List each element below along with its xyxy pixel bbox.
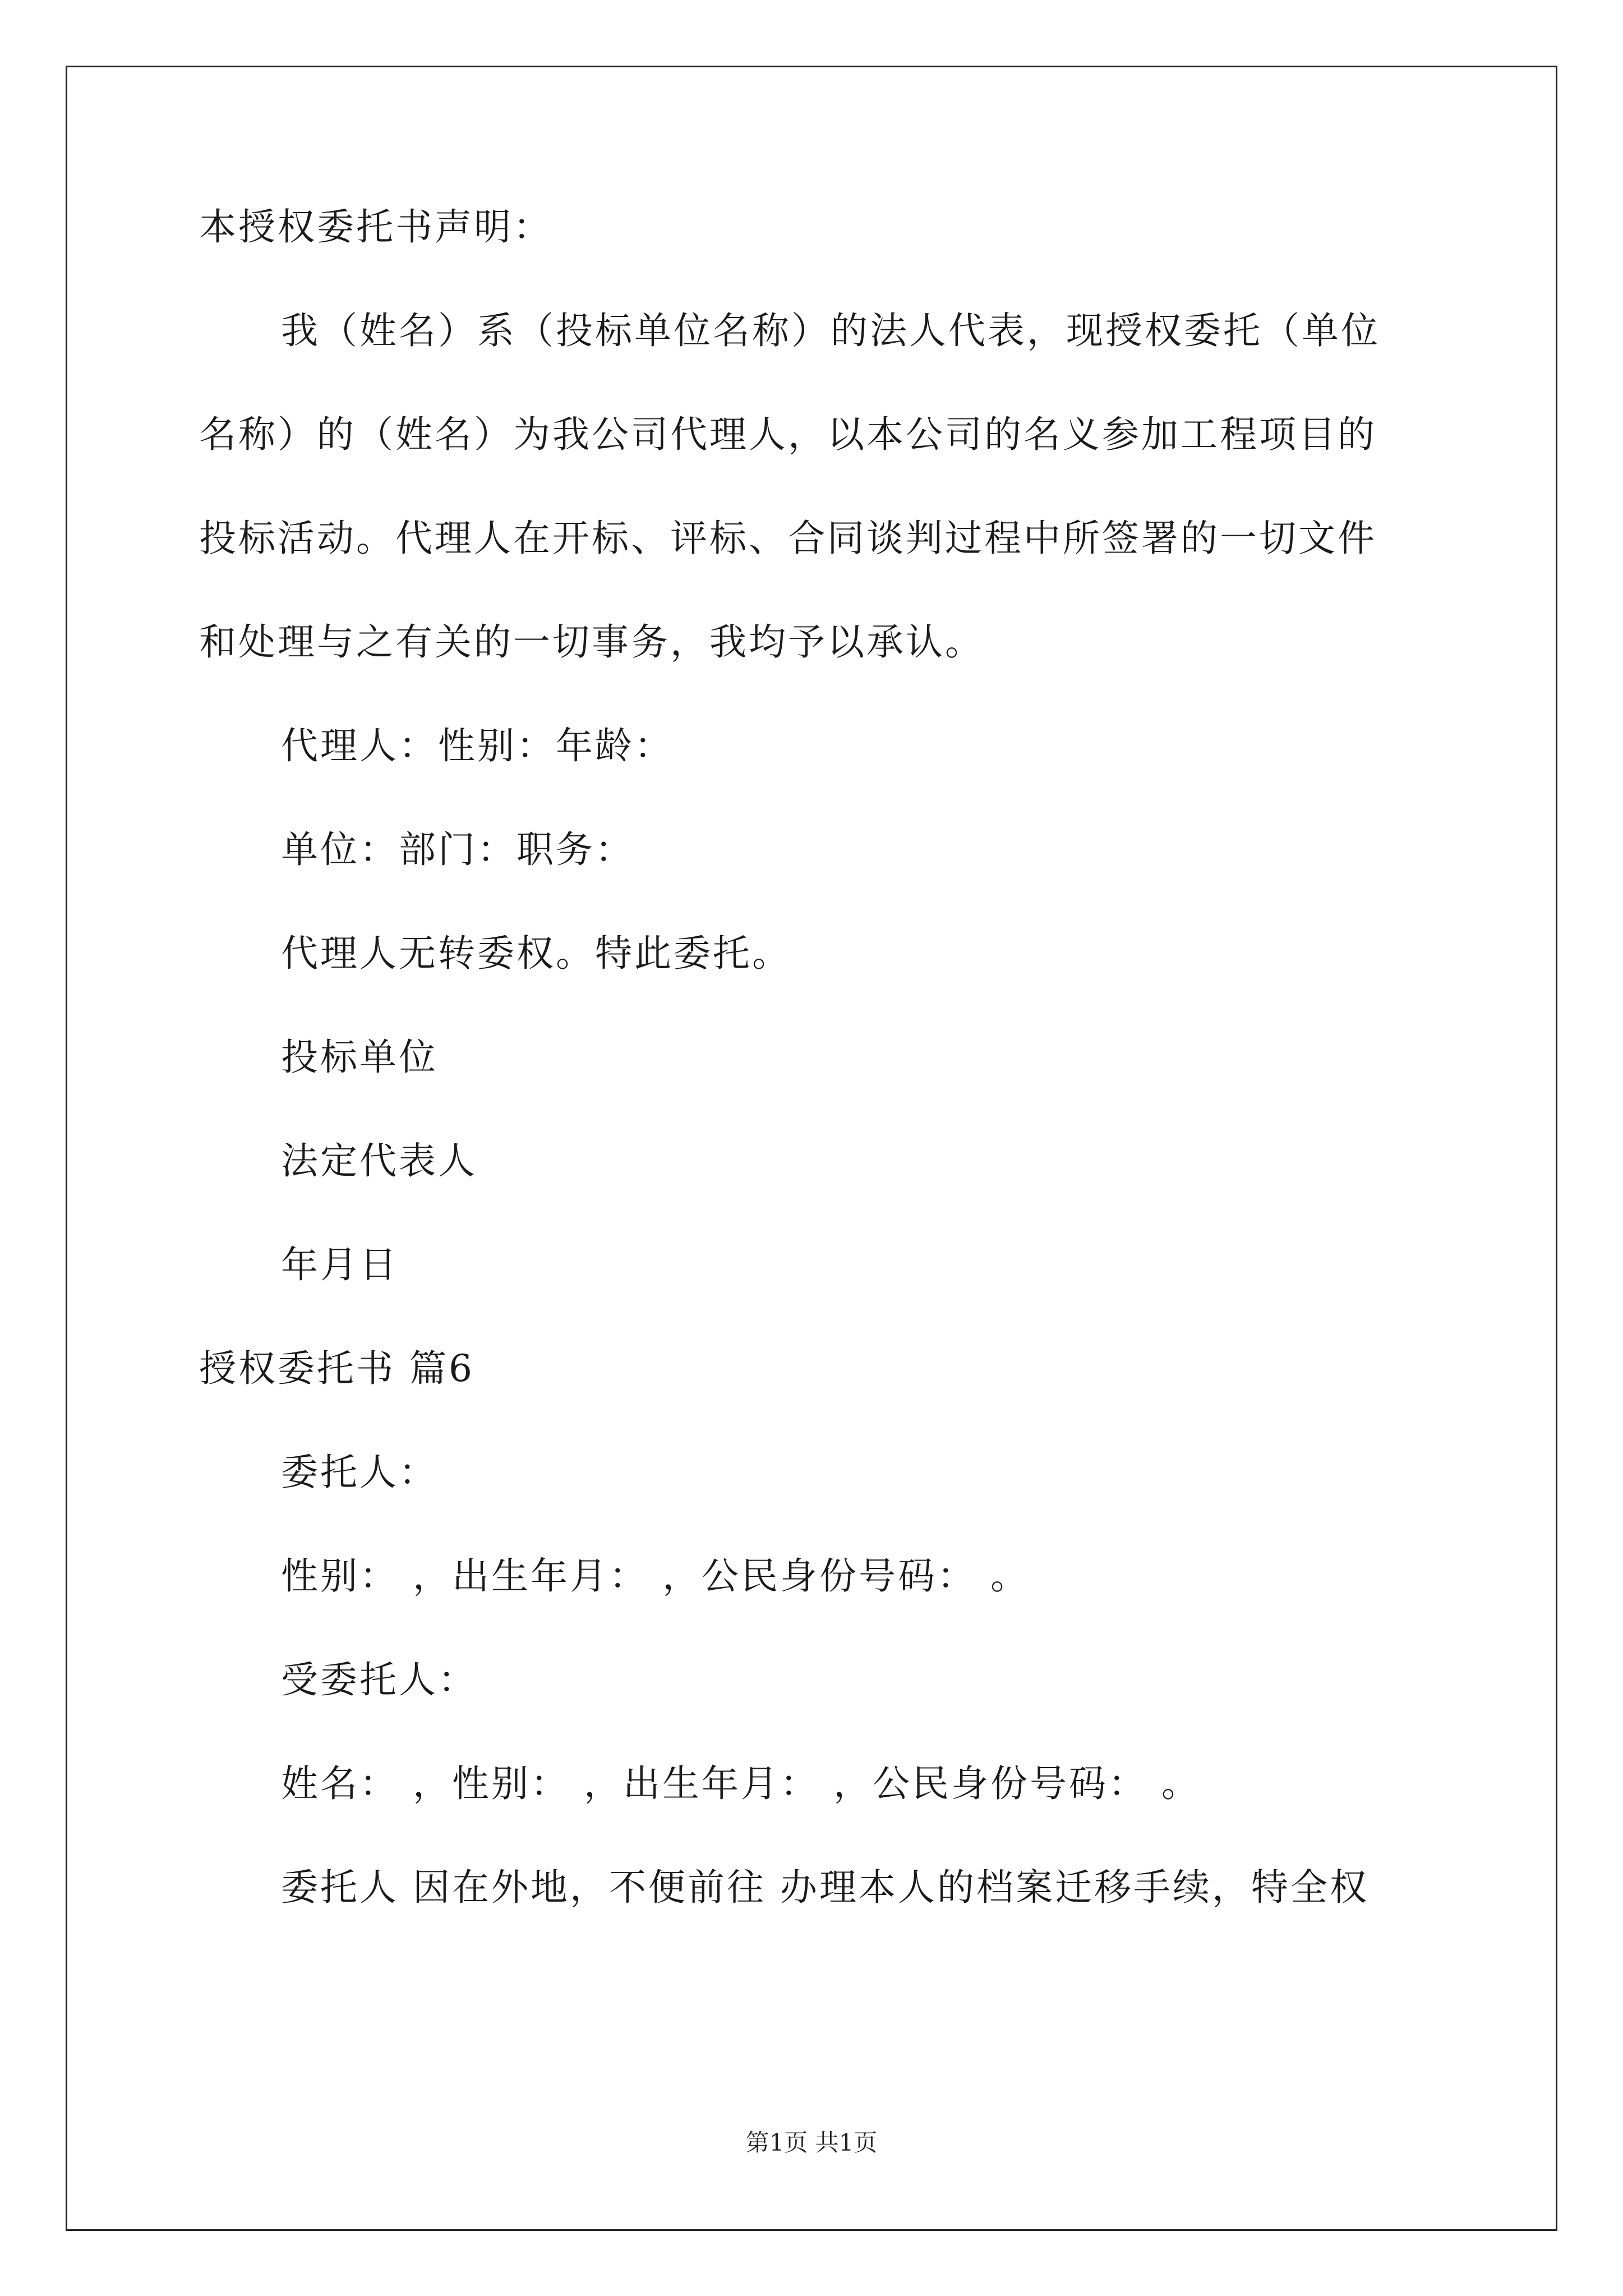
declaration-heading: 本授权委托书声明： bbox=[199, 205, 552, 249]
paragraph-line: 名称）的（姓名）为我公司代理人，以本公司的名义参加工程项目的 bbox=[199, 413, 1377, 456]
principal-label: 委托人： bbox=[281, 1451, 438, 1494]
legal-representative-label: 法定代表人 bbox=[281, 1139, 477, 1182]
paragraph-line: 投标活动。代理人在开标、评标、合同谈判过程中所签署的一切文件 bbox=[199, 517, 1377, 560]
authorization-line: 委托人 因在外地，不便前往 办理本人的档案迁移手续，特全权 bbox=[281, 1866, 1369, 1909]
paragraph-line: 和处理与之有关的一切事务，我均予以承认。 bbox=[199, 620, 984, 664]
agent-label: 受委托人： bbox=[281, 1658, 477, 1701]
paragraph-line: 我（姓名）系（投标单位名称）的法人代表，现授权委托（单位 bbox=[281, 309, 1380, 352]
page-footer: 第1页 共1页 bbox=[745, 2129, 878, 2156]
date-label: 年月日 bbox=[281, 1243, 399, 1286]
agent-details-line: 姓名： ，性别： ，出生年月： ，公民身份号码： 。 bbox=[281, 1762, 1201, 1805]
principal-details-line: 性别： ，出生年月： ，公民身份号码： 。 bbox=[281, 1554, 1030, 1598]
agent-info-line: 代理人：性别：年龄： bbox=[281, 724, 674, 767]
unit-info-line: 单位：部门：职务： bbox=[281, 828, 634, 871]
no-sub-delegation-line: 代理人无转委权。特此委托。 bbox=[281, 932, 791, 975]
section-heading: 授权委托书 篇6 bbox=[199, 1347, 474, 1390]
bidding-unit-label: 投标单位 bbox=[281, 1036, 438, 1079]
